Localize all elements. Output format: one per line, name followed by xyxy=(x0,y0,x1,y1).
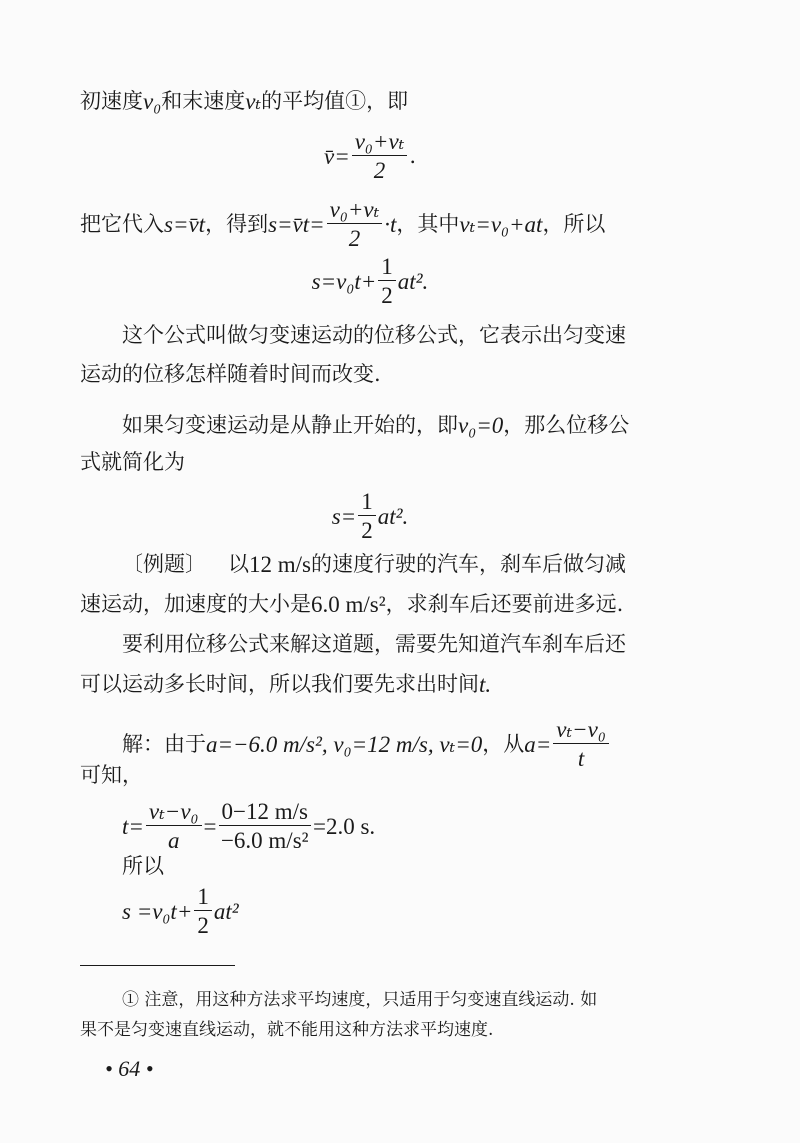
equation-final xyxy=(122,885,239,937)
math: = xyxy=(203,813,217,839)
math: at². xyxy=(377,503,409,529)
paragraph-line xyxy=(80,90,408,113)
numerator: vₜ−v₀ xyxy=(553,718,609,744)
math: s=v̄t= xyxy=(268,211,325,237)
text: 的速度行驶的汽车，刹车后做匀减 xyxy=(310,552,626,576)
example-line xyxy=(80,593,623,616)
text: ，求刹车后还要前进多远. xyxy=(385,592,624,616)
paragraph-line: 这个公式叫做匀变速运动的位移公式，它表示出匀变速 xyxy=(122,323,626,347)
equation-average-velocity xyxy=(0,130,740,182)
text: ，所以 xyxy=(542,211,606,236)
text: ，其中 xyxy=(396,211,460,236)
fraction xyxy=(358,490,376,542)
footnote-line: ① 注意，用这种方法求平均速度，只适用于匀变速直线运动. 如 xyxy=(122,990,598,1010)
text: 解：由于 xyxy=(122,731,206,756)
paragraph-line xyxy=(80,198,605,250)
math: s=v₀t+ xyxy=(311,268,377,294)
text: 和末速度 xyxy=(161,89,246,113)
paragraph-line: 式就简化为 xyxy=(80,450,185,474)
paragraph-line xyxy=(80,673,491,696)
page-number: • 64 • xyxy=(105,1056,154,1081)
text: 如果匀变速运动是从静止开始的，即 xyxy=(122,413,458,437)
fraction xyxy=(327,198,383,250)
text: ，从 xyxy=(482,731,525,756)
math: t= xyxy=(122,813,144,839)
example-line xyxy=(122,553,626,576)
fraction xyxy=(146,800,202,852)
numerator: 1 xyxy=(378,255,396,281)
footnote-divider xyxy=(80,965,235,966)
solution-line xyxy=(122,718,611,770)
math: vₜ xyxy=(245,89,262,114)
text: ，得到 xyxy=(205,211,269,236)
math: v₀ xyxy=(143,89,162,114)
equation-displacement xyxy=(0,255,740,307)
text: ，那么位移公 xyxy=(503,413,630,437)
text: 初速度 xyxy=(80,89,143,113)
math: 6.0 m/s² xyxy=(311,592,386,617)
footnote-line: 果不是匀变速直线运动，就不能用这种方法求平均速度. xyxy=(80,1020,494,1040)
numerator: vₜ−v₀ xyxy=(146,800,202,826)
math: ·t xyxy=(384,211,397,237)
numerator: 0−12 m/s xyxy=(219,800,311,826)
denominator: t xyxy=(577,746,585,771)
numerator: 1 xyxy=(194,885,212,911)
fraction xyxy=(378,255,396,307)
math: s= xyxy=(331,503,357,529)
paragraph-line: 运动的位移怎样随着时间而改变. xyxy=(80,362,381,386)
text: 速运动，加速度的大小是 xyxy=(80,592,311,616)
solution-line: 所以 xyxy=(122,854,164,878)
math: 12 m/s xyxy=(249,552,311,577)
text: 把它代入 xyxy=(80,211,164,236)
numerator: v₀+vₜ xyxy=(352,130,408,156)
math: v₀=0 xyxy=(458,413,504,438)
math: v̄= xyxy=(323,143,350,169)
denominator: 2 xyxy=(361,518,373,543)
paragraph-line xyxy=(122,414,629,437)
fraction xyxy=(553,718,609,770)
denominator: a xyxy=(167,828,180,853)
math: at² xyxy=(213,898,239,924)
math: t. xyxy=(479,672,492,697)
numerator: v₀+vₜ xyxy=(327,198,383,224)
paragraph-line: 要利用位移公式来解这道题，需要先知道汽车刹车后还 xyxy=(122,632,626,656)
math: at². xyxy=(397,268,429,294)
example-tag: 〔例题〕 xyxy=(122,552,206,576)
text: 的平均值①，即 xyxy=(261,89,409,113)
math: =2.0 s. xyxy=(312,813,376,839)
denominator: 2 xyxy=(348,226,361,251)
text: 以 xyxy=(228,552,249,576)
denominator: 2 xyxy=(197,913,209,938)
denominator: −6.0 m/s² xyxy=(220,828,309,853)
fraction xyxy=(194,885,212,937)
math: s=v̄t xyxy=(164,211,206,237)
text: . xyxy=(409,143,417,168)
fraction xyxy=(352,130,408,182)
math: a= xyxy=(524,731,552,757)
math: a=−6.0 m/s², v₀=12 m/s, vₜ=0 xyxy=(206,731,483,757)
text: 可以运动多长时间，所以我们要先求出时间 xyxy=(80,672,479,696)
math: vₜ=v₀+at xyxy=(459,211,543,237)
fraction xyxy=(219,800,311,852)
numerator: 1 xyxy=(358,490,376,516)
denominator: 2 xyxy=(381,283,393,308)
math: s =v₀t+ xyxy=(122,898,193,924)
equation-rest-start xyxy=(0,490,740,542)
denominator: 2 xyxy=(373,158,386,183)
equation-time xyxy=(122,800,375,852)
solution-line: 可知， xyxy=(80,763,143,787)
